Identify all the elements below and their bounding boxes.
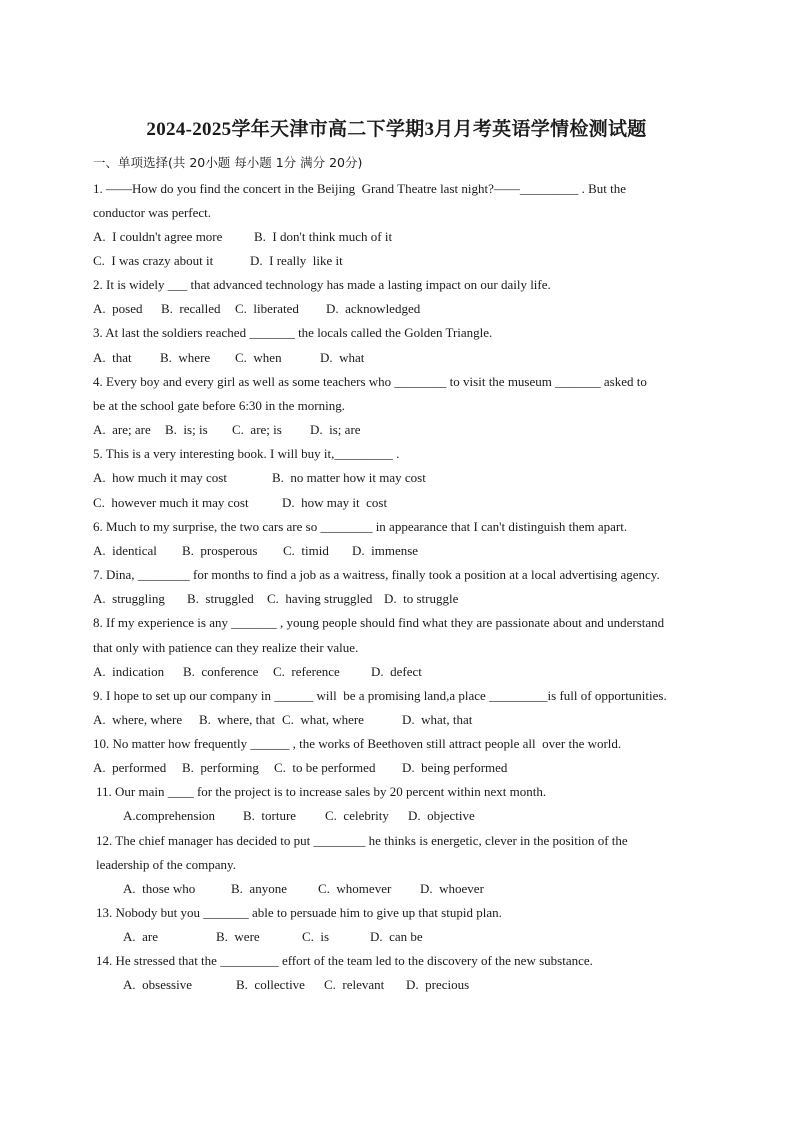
question-8-stem-line-1: 8. If my experience is any _______ , young people should find what they are passionate about and understand bbox=[93, 615, 665, 630]
question-12-option-b[interactable]: B. anyone bbox=[231, 881, 287, 896]
question-7-option-b[interactable]: B. struggled bbox=[187, 591, 254, 606]
question-12-stem-line-2: leadership of the company. bbox=[96, 857, 236, 872]
question-1-option-c[interactable]: C. I was crazy about it bbox=[93, 253, 214, 268]
question-7-option-c[interactable]: C. having struggled bbox=[267, 591, 373, 606]
question-3-stem: 3. At last the soldiers reached _______ the locals called the Golden Triangle. bbox=[93, 325, 493, 340]
question-7-option-a[interactable]: A. struggling bbox=[93, 591, 165, 606]
question-14-option-d[interactable]: D. precious bbox=[406, 977, 470, 992]
question-5-option-b[interactable]: B. no matter how it may cost bbox=[272, 470, 426, 485]
question-2-option-b[interactable]: B. recalled bbox=[161, 301, 221, 316]
question-3-option-d[interactable]: D. what bbox=[320, 350, 365, 365]
question-3-option-b[interactable]: B. where bbox=[160, 350, 211, 365]
question-8-option-a[interactable]: A. indication bbox=[93, 664, 165, 679]
question-8-option-d[interactable]: D. defect bbox=[371, 664, 422, 679]
question-8-option-c[interactable]: C. reference bbox=[273, 664, 340, 679]
question-4-stem-line-1: 4. Every boy and every girl as well as some teachers who ________ to visit the museum _______ asked to bbox=[93, 374, 647, 389]
question-4-option-d[interactable]: D. is; are bbox=[310, 422, 361, 437]
question-7-option-d[interactable]: D. to struggle bbox=[384, 591, 459, 606]
question-4-option-c[interactable]: C. are; is bbox=[232, 422, 282, 437]
question-6-option-d[interactable]: D. immense bbox=[352, 543, 419, 558]
question-5-option-a[interactable]: A. how much it may cost bbox=[93, 470, 227, 485]
question-11-option-a[interactable]: A.comprehension bbox=[123, 808, 216, 823]
question-9-stem: 9. I hope to set up our company in ______ will be a promising land,a place _________is full of opportunities. bbox=[93, 688, 667, 703]
question-13-option-a[interactable]: A. are bbox=[123, 929, 159, 944]
question-11-stem: 11. Our main ____ for the project is to increase sales by 20 percent within next month. bbox=[96, 784, 547, 799]
question-6-option-a[interactable]: A. identical bbox=[93, 543, 157, 558]
question-1-option-b[interactable]: B. I don't think much of it bbox=[254, 229, 393, 244]
question-10-option-a[interactable]: A. performed bbox=[93, 760, 167, 775]
question-9-option-a[interactable]: A. where, where bbox=[93, 712, 183, 727]
question-11-option-b[interactable]: B. torture bbox=[243, 808, 297, 823]
question-13-stem: 13. Nobody but you _______ able to persuade him to give up that stupid plan. bbox=[96, 905, 502, 920]
question-13-option-b[interactable]: B. were bbox=[216, 929, 260, 944]
question-5-stem: 5. This is a very interesting book. I will buy it,_________ . bbox=[93, 446, 400, 461]
question-14-option-a[interactable]: A. obsessive bbox=[123, 977, 192, 992]
question-4-stem-line-2: be at the school gate before 6:30 in the morning. bbox=[93, 398, 345, 413]
question-2-stem: 2. It is widely ___ that advanced technology has made a lasting impact on our daily life. bbox=[93, 277, 551, 292]
question-12-option-a[interactable]: A. those who bbox=[123, 881, 196, 896]
question-13-option-c[interactable]: C. is bbox=[302, 929, 330, 944]
question-7-stem: 7. Dina, ________ for months to find a job as a waitress, finally took a position at a local advertising agency. bbox=[93, 567, 660, 582]
question-4-option-a[interactable]: A. are; are bbox=[93, 422, 151, 437]
question-12-option-c[interactable]: C. whomever bbox=[318, 881, 392, 896]
question-10-option-d[interactable]: D. being performed bbox=[402, 760, 508, 775]
question-3-option-c[interactable]: C. when bbox=[235, 350, 282, 365]
question-6-stem: 6. Much to my surprise, the two cars are so ________ in appearance that I can't distinguish them apart. bbox=[93, 519, 628, 534]
question-6-option-b[interactable]: B. prosperous bbox=[182, 543, 258, 558]
question-14-stem: 14. He stressed that the _________ effort of the team led to the discovery of the new substance. bbox=[96, 953, 593, 968]
question-12-option-d[interactable]: D. whoever bbox=[420, 881, 484, 896]
question-1-option-a[interactable]: A. I couldn't agree more bbox=[93, 229, 223, 244]
question-1-option-d[interactable]: D. I really like it bbox=[250, 253, 343, 268]
page-title: 2024-2025学年天津市高二下学期3月月考英语学情检测试题 bbox=[146, 119, 647, 140]
question-4-option-b[interactable]: B. is; is bbox=[165, 422, 208, 437]
question-11-option-d[interactable]: D. objective bbox=[408, 808, 475, 823]
question-11-option-c[interactable]: C. celebrity bbox=[325, 808, 389, 823]
question-14-option-c[interactable]: C. relevant bbox=[324, 977, 385, 992]
question-10-option-c[interactable]: C. to be performed bbox=[274, 760, 376, 775]
question-2-option-a[interactable]: A. posed bbox=[93, 301, 143, 316]
question-1-stem-line-2: conductor was perfect. bbox=[93, 205, 212, 220]
question-2-option-d[interactable]: D. acknowledged bbox=[326, 301, 421, 316]
question-12-stem-line-1: 12. The chief manager has decided to put ________ he thinks is energetic, clever in the position of the bbox=[96, 833, 628, 848]
question-9-option-d[interactable]: D. what, that bbox=[402, 712, 473, 727]
question-14-option-b[interactable]: B. collective bbox=[236, 977, 305, 992]
question-9-option-c[interactable]: C. what, where bbox=[282, 712, 364, 727]
section-heading: 一、单项选择(共 20小题 每小题 1分 满分 20分) bbox=[93, 155, 363, 170]
question-5-option-d[interactable]: D. how may it cost bbox=[282, 495, 388, 510]
question-2-option-c[interactable]: C. liberated bbox=[235, 301, 299, 316]
question-8-option-b[interactable]: B. conference bbox=[183, 664, 259, 679]
question-8-stem-line-2: that only with patience can they realize their value. bbox=[93, 640, 359, 655]
question-10-option-b[interactable]: B. performing bbox=[182, 760, 259, 775]
question-6-option-c[interactable]: C. timid bbox=[283, 543, 329, 558]
question-9-option-b[interactable]: B. where, that bbox=[199, 712, 276, 727]
question-5-option-c[interactable]: C. however much it may cost bbox=[93, 495, 249, 510]
question-10-stem: 10. No matter how frequently ______ , the works of Beethoven still attract people all over the world. bbox=[93, 736, 622, 751]
question-13-option-d[interactable]: D. can be bbox=[370, 929, 423, 944]
question-1-stem-line-1: 1. ——How do you find the concert in the Beijing Grand Theatre last night?——_________ . But the bbox=[93, 181, 627, 196]
question-3-option-a[interactable]: A. that bbox=[93, 350, 132, 365]
